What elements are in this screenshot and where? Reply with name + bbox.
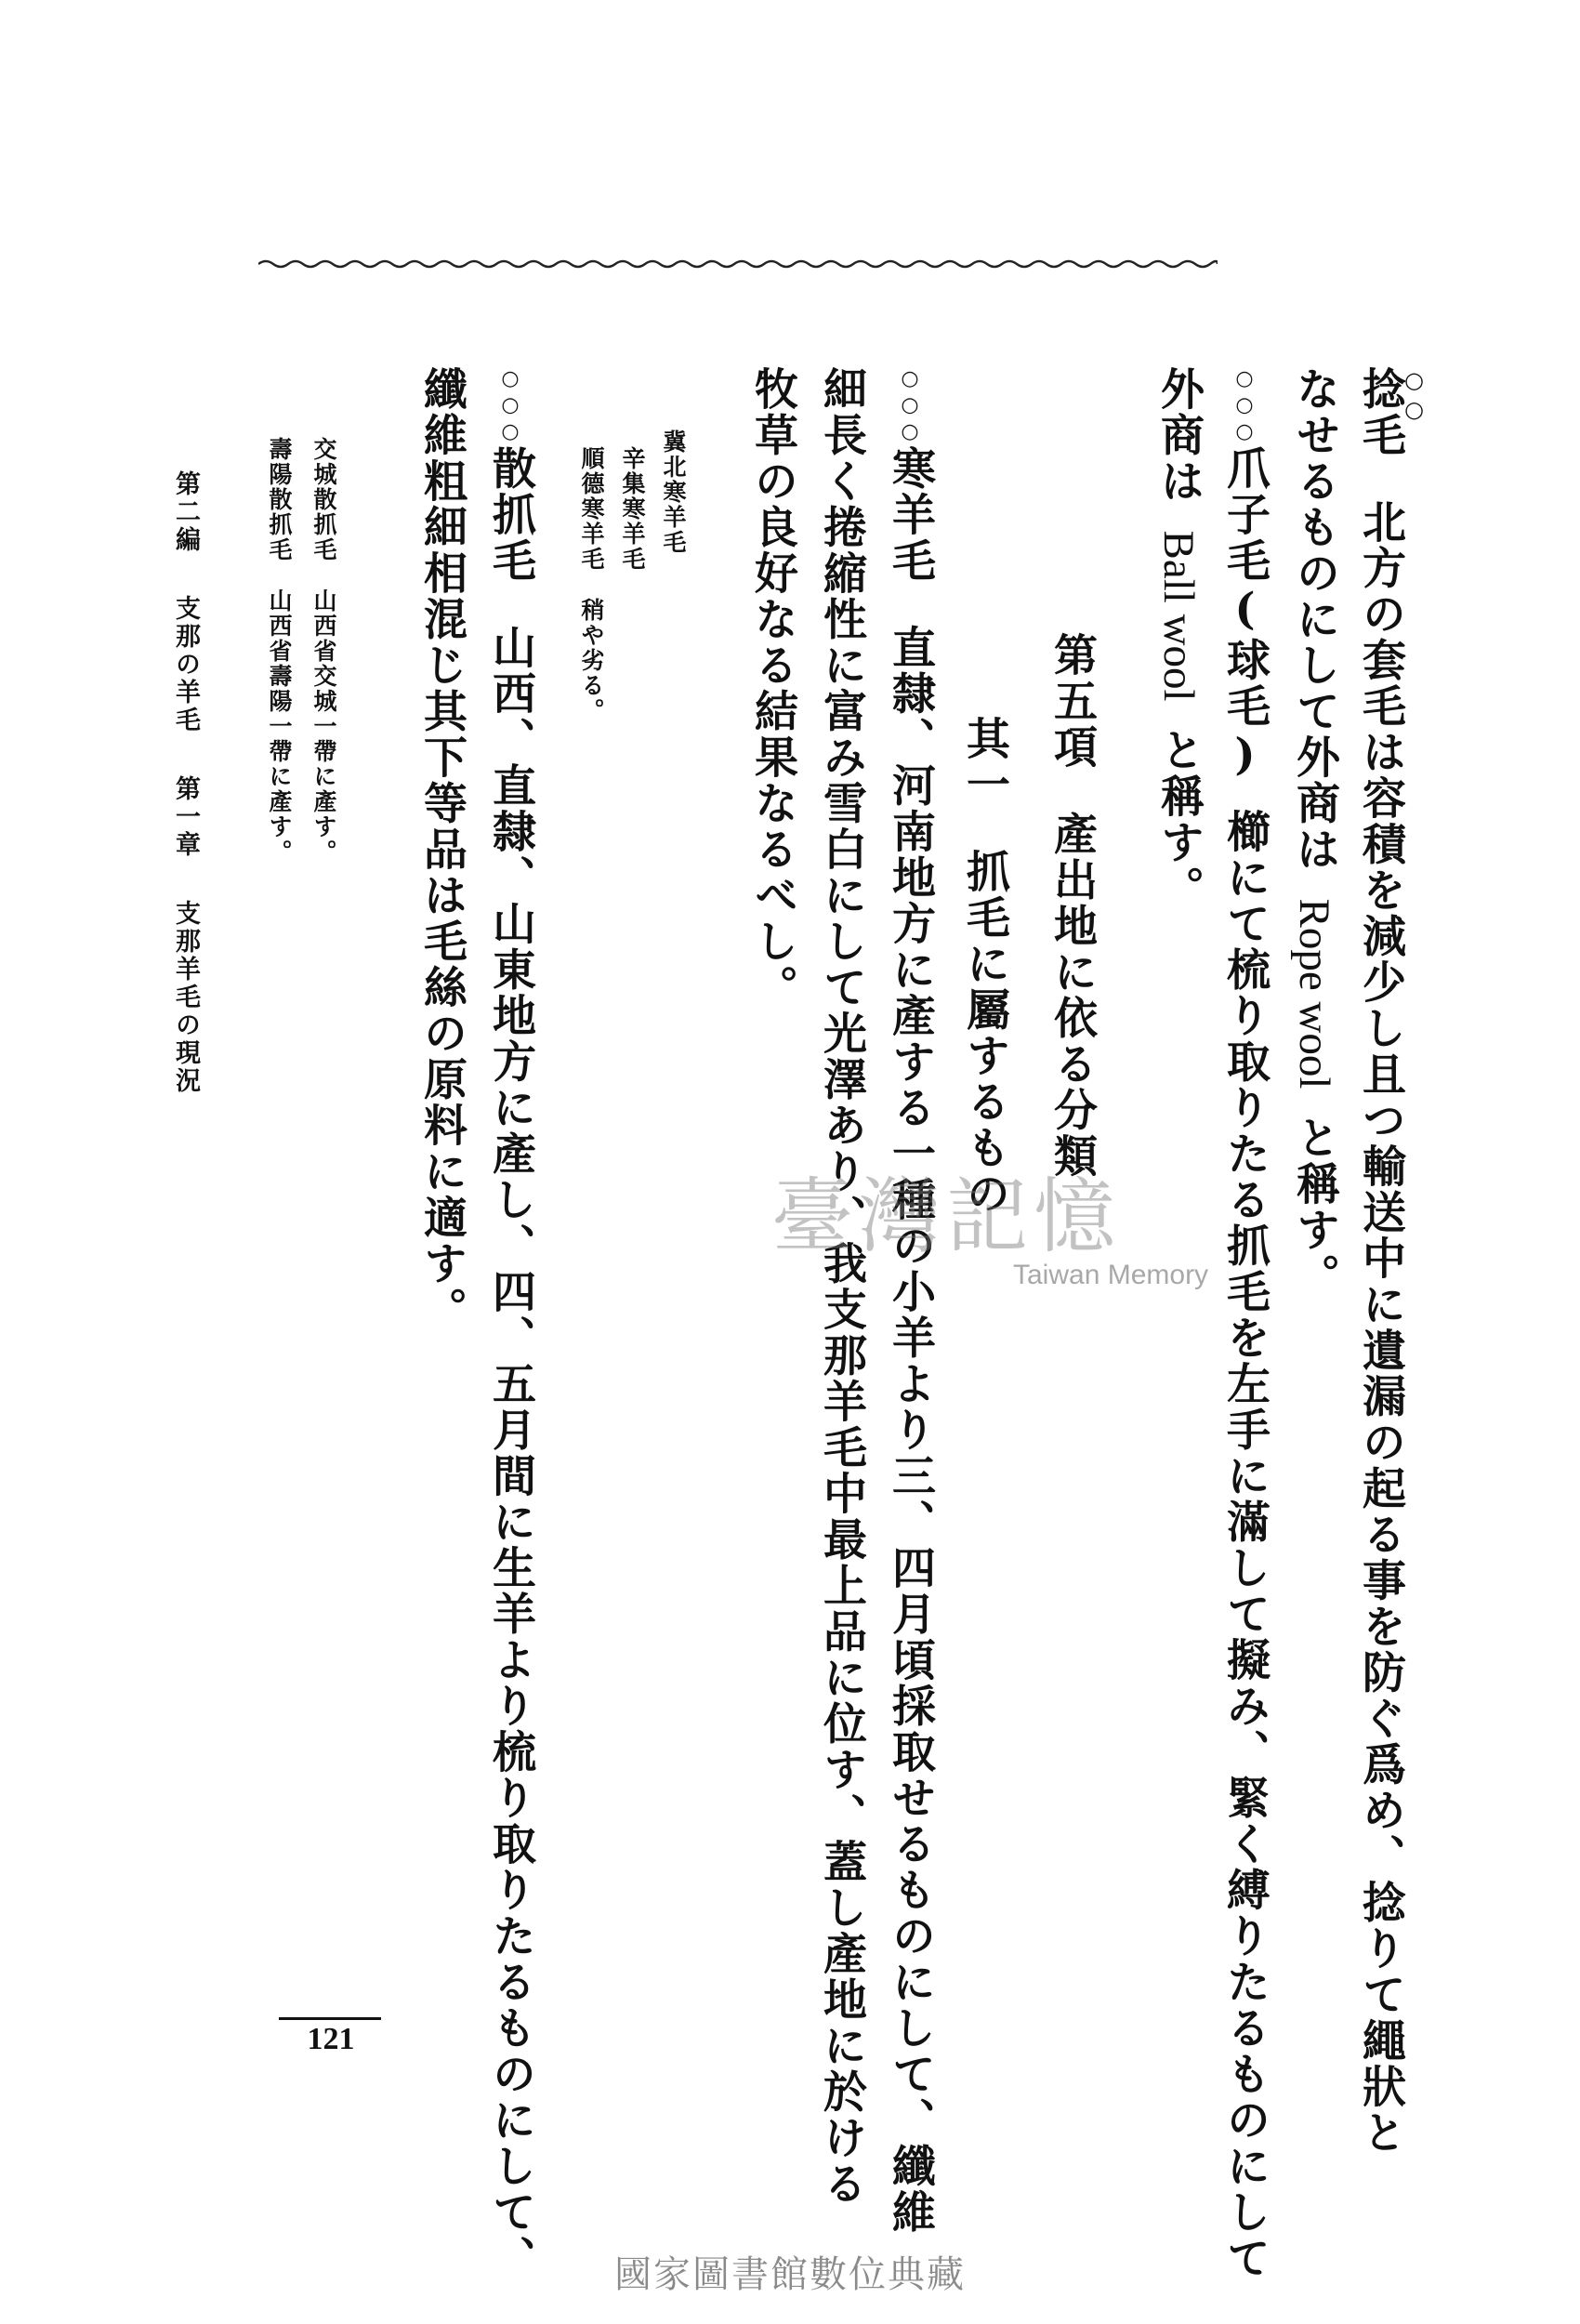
taiwan-memory-watermark (771, 1169, 1292, 1297)
emphasis-dots: ○○○ (898, 366, 922, 446)
line-4: 外商は (1153, 366, 1205, 505)
watermark-english: Taiwan Memory (1013, 1260, 1209, 1290)
latin-ball-wool: Ball wool (1154, 530, 1203, 702)
footer-chapter: 第一章 (171, 775, 200, 859)
page-number: 121 (307, 2022, 355, 2056)
section-title: 產出地に依る分類 (1047, 811, 1098, 1180)
line-1-body: 北方の套毛は容積を減少し且つ輸送中に遺漏の起る事を防ぐ爲め、捻りて繩狀と (1355, 499, 1406, 2156)
line-9: 牧草の良好なる結果なるべし。 (747, 366, 798, 1010)
subsection-number: 其一 (959, 716, 1010, 808)
variety-list-item (662, 429, 685, 555)
variety-list-item (621, 446, 644, 572)
text-column-11 (416, 366, 467, 1333)
footer-part: 第二編 (171, 470, 200, 554)
line-3-body: 櫛にて梳り取りたる抓毛を左手に滿して擬み、緊く縛りたるものにして (1219, 809, 1271, 2281)
page-number-rule (279, 2017, 381, 2020)
variety-list-item (312, 437, 336, 865)
line-7-body: 直隸、河南地方に產する一種の小羊より三、四月頃採取せるものにして、纖維 (885, 625, 936, 2236)
variety-note: 山西省交城一帶に產す。 (310, 588, 337, 865)
archive-caption: 國家圖書館數位典藏 (614, 2253, 966, 2296)
variety-list-item (268, 437, 291, 865)
line-11: 纖維粗細相混じ其下等品は毛絲の原料に適す。 (416, 366, 467, 1333)
line-8: 細長く捲縮性に富み雪白にして光澤あり、我支那羊毛中最上品に位す、蓋し產地に於ける (816, 366, 867, 2207)
variety-name: 順德寒羊毛 (578, 446, 605, 572)
text-column-2 (1289, 366, 1340, 1300)
variety-list-item (580, 446, 603, 723)
term-san-sougemo: 散抓毛 (485, 445, 536, 584)
text-column-10 (485, 366, 536, 2281)
term-tsume-ge: 爪子毛(球毛) (1219, 445, 1271, 783)
text-column-9 (747, 366, 798, 1010)
section-number: 第五項 (1047, 632, 1098, 771)
running-footer (173, 470, 198, 1095)
footer-chapter-title: 支那羊毛の現況 (171, 900, 200, 1095)
term-sute-ge: 捻毛 (1355, 366, 1406, 458)
emphasis-dots: ○○○ (498, 366, 522, 446)
subsection-title: 抓毛に屬するもの (959, 849, 1010, 1217)
text-column-3 (1219, 366, 1271, 2281)
variety-name: 交城散抓毛 (310, 437, 337, 562)
text-column-1 (1355, 366, 1428, 2156)
section-heading (1047, 632, 1098, 1180)
line-10-body: 山西、直隸、山東地方に產し、四、五月間に生羊より梳り取りたるものにして、 (485, 625, 536, 2281)
line-2: なせるものにして外商は (1289, 366, 1340, 873)
wavy-top-rule (258, 258, 1218, 270)
line-2-tail: と稱す。 (1289, 1115, 1340, 1300)
latin-rope-wool: Rope wool (1290, 898, 1338, 1089)
text-column-7 (885, 366, 936, 2236)
variety-name: 壽陽散抓毛 (266, 437, 293, 562)
line-4-tail: と稱す。 (1153, 727, 1205, 912)
subsection-heading (959, 716, 1010, 1217)
emphasis-dots: ○○○ (1232, 366, 1257, 446)
variety-name: 辛集寒羊毛 (619, 446, 646, 572)
watermark-cjk: 臺灣記憶 (771, 1169, 1122, 1264)
footer-part-title: 支那の羊毛 (171, 595, 200, 734)
text-column-4 (1153, 366, 1205, 912)
variety-name: 冀北寒羊毛 (660, 429, 687, 555)
variety-note: 稍や劣る。 (578, 598, 605, 723)
term-kan-yomo: 寒羊毛 (885, 445, 936, 584)
variety-note: 山西省壽陽一帶に產す。 (266, 588, 293, 865)
emphasis-dots: ○○ (1401, 366, 1428, 425)
